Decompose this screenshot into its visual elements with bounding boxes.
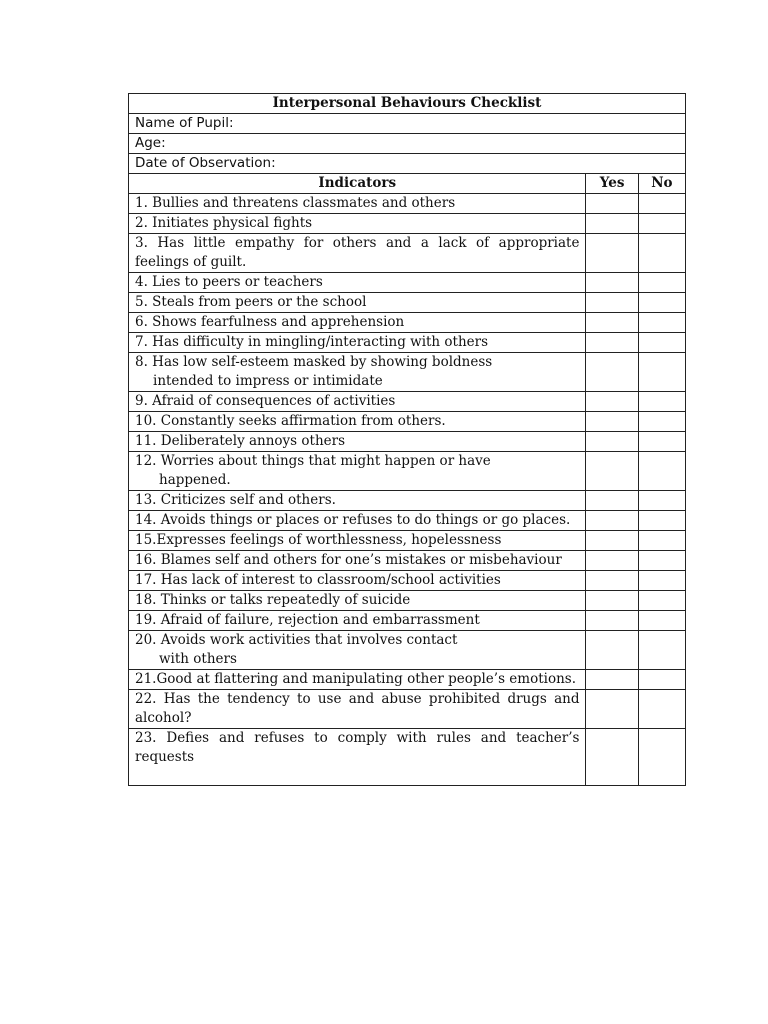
age-field[interactable]: Age: — [129, 134, 686, 154]
no-checkbox[interactable] — [638, 729, 685, 786]
age-row — [129, 134, 686, 154]
indicator-text: 17. Has lack of interest to classroom/school activities — [129, 571, 586, 591]
indicator-text: 7. Has difficulty in mingling/interacting with others — [129, 333, 586, 353]
no-checkbox[interactable] — [638, 293, 685, 313]
yes-checkbox[interactable] — [586, 729, 638, 786]
table-row — [129, 551, 686, 571]
indicator-text — [129, 353, 586, 392]
pupil-name-field[interactable]: Name of Pupil: — [129, 114, 686, 134]
no-checkbox[interactable] — [638, 273, 685, 293]
yes-checkbox[interactable] — [586, 432, 638, 452]
yes-checkbox[interactable] — [586, 333, 638, 353]
yes-checkbox[interactable] — [586, 214, 638, 234]
no-checkbox[interactable] — [638, 670, 685, 690]
no-checkbox[interactable] — [638, 531, 685, 551]
no-checkbox[interactable] — [638, 611, 685, 631]
no-checkbox[interactable] — [638, 571, 685, 591]
indicator-text: 14. Avoids things or places or refuses to do things or go places. — [129, 511, 586, 531]
table-row — [129, 273, 686, 293]
yes-checkbox[interactable] — [586, 293, 638, 313]
table-row — [129, 571, 686, 591]
indicator-text: 22. Has the tendency to use and abuse prohibited drugs and alcohol? — [129, 690, 586, 729]
indicator-line: 20. Avoids work activities that involves contact — [135, 632, 458, 648]
yes-checkbox[interactable] — [586, 392, 638, 412]
table-row — [129, 194, 686, 214]
table-row — [129, 392, 686, 412]
yes-checkbox[interactable] — [586, 273, 638, 293]
indicator-text: 1. Bullies and threatens classmates and others — [129, 194, 586, 214]
no-checkbox[interactable] — [638, 194, 685, 214]
pupil-name-row — [129, 114, 686, 134]
indicator-text — [129, 452, 586, 491]
yes-checkbox[interactable] — [586, 631, 638, 670]
indicator-text: 19. Afraid of failure, rejection and embarrassment — [129, 611, 586, 631]
indicator-text: 23. Defies and refuses to comply with rules and teacher’s requests — [129, 729, 586, 786]
table-row — [129, 452, 686, 491]
indicator-text: 9. Afraid of consequences of activities — [129, 392, 586, 412]
indicator-text: 15.Expresses feelings of worthlessness, hopelessness — [129, 531, 586, 551]
table-row — [129, 670, 686, 690]
indicators-header: Indicators — [129, 174, 586, 194]
table-row — [129, 432, 686, 452]
indicator-text — [129, 631, 586, 670]
indicator-line: 8. Has low self-esteem masked by showing boldness — [135, 354, 493, 370]
indicator-text: 2. Initiates physical fights — [129, 214, 586, 234]
no-checkbox[interactable] — [638, 214, 685, 234]
yes-checkbox[interactable] — [586, 313, 638, 333]
yes-checkbox[interactable] — [586, 234, 638, 273]
table-row — [129, 293, 686, 313]
table-row — [129, 729, 686, 786]
no-checkbox[interactable] — [638, 432, 685, 452]
date-row — [129, 154, 686, 174]
indicator-text: 16. Blames self and others for one’s mistakes or misbehaviour — [129, 551, 586, 571]
no-checkbox[interactable] — [638, 452, 685, 491]
header-row — [129, 174, 686, 194]
yes-checkbox[interactable] — [586, 611, 638, 631]
yes-checkbox[interactable] — [586, 511, 638, 531]
no-checkbox[interactable] — [638, 392, 685, 412]
indicator-text: 3. Has little empathy for others and a lack of appropriate feelings of guilt. — [129, 234, 586, 273]
no-checkbox[interactable] — [638, 591, 685, 611]
table-row — [129, 611, 686, 631]
indicator-text: 21.Good at flattering and manipulating other people’s emotions. — [129, 670, 586, 690]
indicator-text: 10. Constantly seeks affirmation from others. — [129, 412, 586, 432]
indicator-text: 5. Steals from peers or the school — [129, 293, 586, 313]
table-row — [129, 631, 686, 670]
table-row — [129, 690, 686, 729]
no-checkbox[interactable] — [638, 511, 685, 531]
yes-checkbox[interactable] — [586, 491, 638, 511]
yes-checkbox[interactable] — [586, 551, 638, 571]
yes-checkbox[interactable] — [586, 571, 638, 591]
table-row — [129, 313, 686, 333]
table-row — [129, 531, 686, 551]
yes-checkbox[interactable] — [586, 670, 638, 690]
no-checkbox[interactable] — [638, 631, 685, 670]
indicator-line-continued: with others — [159, 651, 237, 667]
yes-checkbox[interactable] — [586, 412, 638, 432]
date-of-observation-field[interactable]: Date of Observation: — [129, 154, 686, 174]
yes-checkbox[interactable] — [586, 353, 638, 392]
no-checkbox[interactable] — [638, 234, 685, 273]
no-checkbox[interactable] — [638, 491, 685, 511]
indicator-line-continued: happened. — [159, 472, 231, 488]
checklist-title: Interpersonal Behaviours Checklist — [129, 94, 686, 114]
no-header: No — [638, 174, 685, 194]
no-checkbox[interactable] — [638, 353, 685, 392]
indicator-text: 6. Shows fearfulness and apprehension — [129, 313, 586, 333]
indicator-text: 13. Criticizes self and others. — [129, 491, 586, 511]
table-row — [129, 214, 686, 234]
indicator-text: 18. Thinks or talks repeatedly of suicide — [129, 591, 586, 611]
no-checkbox[interactable] — [638, 412, 685, 432]
table-row — [129, 333, 686, 353]
table-row — [129, 353, 686, 392]
table-row — [129, 491, 686, 511]
yes-checkbox[interactable] — [586, 531, 638, 551]
indicator-line: 12. Worries about things that might happen or have — [135, 453, 491, 469]
yes-checkbox[interactable] — [586, 690, 638, 729]
table-row — [129, 412, 686, 432]
yes-header: Yes — [586, 174, 638, 194]
table-row — [129, 511, 686, 531]
behaviour-checklist-table — [128, 93, 686, 786]
yes-checkbox[interactable] — [586, 591, 638, 611]
yes-checkbox[interactable] — [586, 452, 638, 491]
yes-checkbox[interactable] — [586, 194, 638, 214]
table-row — [129, 591, 686, 611]
indicator-text: 11. Deliberately annoys others — [129, 432, 586, 452]
indicator-text: 4. Lies to peers or teachers — [129, 273, 586, 293]
no-checkbox[interactable] — [638, 551, 685, 571]
title-row — [129, 94, 686, 114]
table-row — [129, 234, 686, 273]
indicator-line-continued: intended to impress or intimidate — [153, 373, 383, 389]
no-checkbox[interactable] — [638, 333, 685, 353]
no-checkbox[interactable] — [638, 313, 685, 333]
no-checkbox[interactable] — [638, 690, 685, 729]
